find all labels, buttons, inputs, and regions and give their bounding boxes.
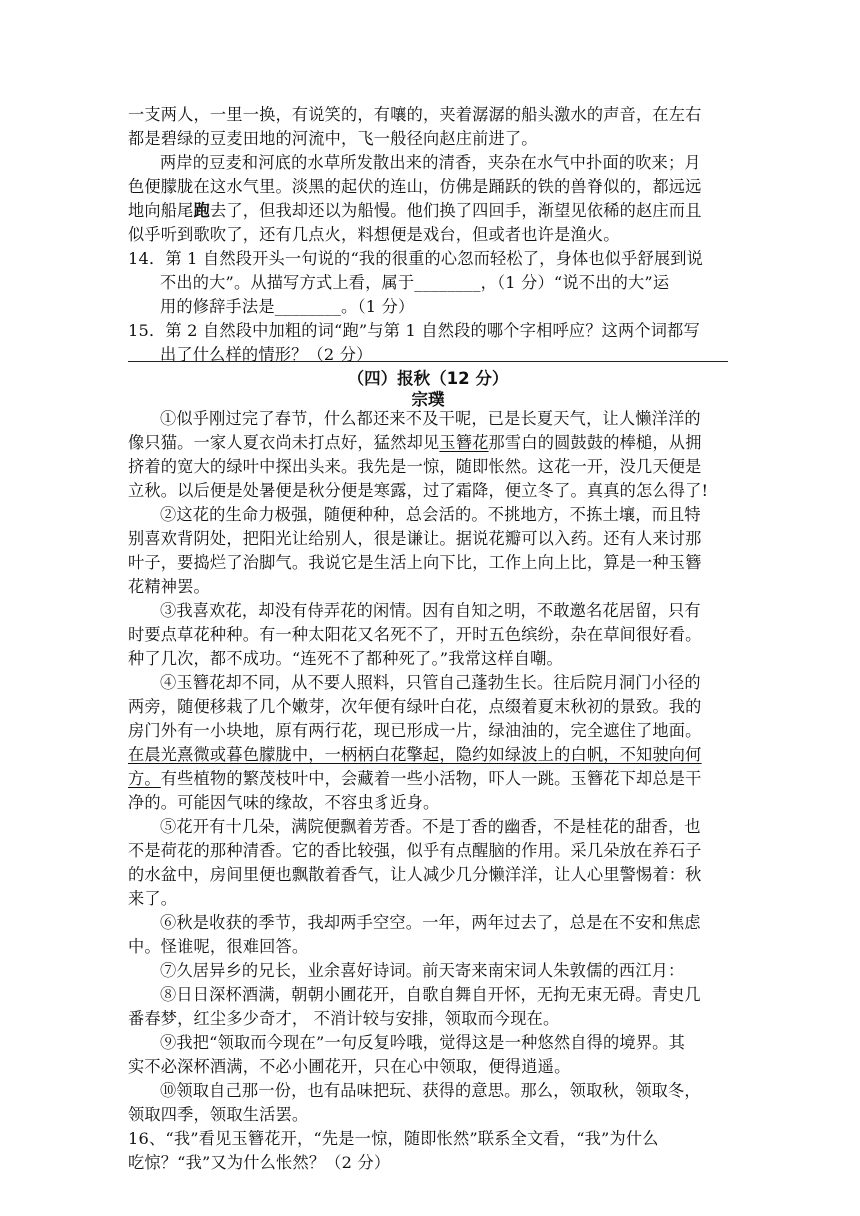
para4-line6: 净的。可能因气味的缘故，不容虫豸近身。: [128, 793, 440, 812]
question-14-line1: 14．第 1 自然段开头一句说的“我的很重的心忽而轻松了，身体也似乎舒展到说: [128, 249, 704, 268]
para5-line1: ⑤花开有十几朵，满院便飘着芳香。不是丁香的幽香，不是桂花的甜香，也: [160, 817, 701, 836]
question-14-line3: 用的修辞手法是________。（1 分）: [160, 297, 415, 316]
para10-line1: ⑩领取自己那一份，也有品味把玩、获得的意思。那么，领取秋，领取冬，: [160, 1081, 701, 1100]
passage3-p2-line2: 色便朦胧在这水气里。淡黑的起伏的连山，仿佛是踊跃的铁的兽脊似的，都远远: [128, 177, 702, 196]
para1-line2: [128, 431, 702, 455]
passage3-p2-line3: [128, 199, 702, 223]
para4-line3: 房门外有一小块地，原有两行花，现已形成一片，绿油油的，完全遮住了地面。: [128, 721, 702, 740]
para4-line5: [128, 767, 702, 791]
para6-line1: ⑥秋是收获的季节，我却两手空空。一年，两年过去了，总是在不安和焦虑: [160, 913, 701, 932]
para5-line2: 不是荷花的那种清香。它的香比较强，似乎有点醒脑的作用。采几朵放在养石子: [128, 841, 702, 860]
para8-line2: 番春梦，红尘多少奇才， 不消计较与安排，领取而今现在。: [128, 1009, 560, 1028]
para1-line3: 挤着的宽大的绿叶中探出头来。我先是一惊，随即怅然。这花一开，没几天便是: [128, 457, 702, 476]
passage3-p1-line1: 一支两人，一里一换，有说笑的，有嚷的，夹着潺潺的船头激水的声音，在左右: [128, 105, 702, 124]
passage4-author: 宗璞: [411, 390, 445, 409]
para5-line3: 的水盆中，房间里便也飘散着香气，让人减少几分懒洋洋，让人心里警惕着：秋: [128, 865, 702, 884]
bold-word-pao: 跑: [193, 201, 210, 220]
passage3-p2-line4: 似乎听到歌吹了，还有几点火，料想便是戏台，但或者也许是渔火。: [128, 225, 620, 244]
passage3-p2-line1: 两岸的豆麦和河底的水草所发散出来的清香，夹杂在水气中扑面的吹来；月: [160, 153, 701, 172]
para6-line2: 中。怪谁呢，很难回答。: [128, 937, 309, 956]
question-16-line1: 16、“我”看见玉簪花开，“先是一惊，随即怅然”联系全文看，“我”为什么: [128, 1129, 659, 1148]
para4-line1: ④玉簪花却不同，从不要人照料，只管自己蓬勃生长。往后院月洞门小径的: [160, 673, 701, 692]
passage4-heading: （四）报秋（12 分）: [347, 369, 509, 388]
para4-underlined-sentence: 在晨光熹微或暮色朦胧中，一柄柄白花擎起，隐约如绿波上的白帆，不知驶向何: [128, 745, 702, 764]
para2-line1: ②这花的生命力极强，随便种种，总会活的。不挑地方，不拣土壤，而且特: [160, 505, 701, 524]
para7-line1: ⑦久居异乡的兄长，业余喜好诗词。前天寄来南宋词人朱敦儒的西江月：: [160, 961, 685, 980]
passage3-p2-line3-a: 地向船尾: [128, 201, 194, 220]
para2-line4: 花精神罢。: [128, 577, 210, 596]
para4-line2: 两旁，随便移栽了几个嫩芽，次年便有绿叶白花，点缀着夏末秋初的景致。我的: [128, 697, 702, 716]
para4-underlined-tail: 方。: [128, 769, 161, 788]
para3-line3: 种了几次，都不成功。“连死不了都种死了。”我常这样自嘲。: [128, 649, 563, 668]
para2-line2: 别喜欢背阴处，把阳光让给别人，很是谦让。据说花瓣可以入药。还有人来讨那: [128, 529, 702, 548]
underlined-yuzanhua: 玉簪花: [439, 433, 489, 452]
para5-line4: 来了。: [128, 889, 178, 908]
para9-line2: 实不必深杯酒满，不必小圃花开，只在心中领取，便得逍遥。: [128, 1057, 571, 1076]
para2-line3: 叶子，要捣烂了治脚气。我说它是生活上向下比，工作上向上比，算是一种玉簪: [128, 553, 702, 572]
para9-line1: ⑨我把“领取而今现在”一句反复吟哦，觉得这是一种悠然自得的境界。其: [160, 1033, 685, 1052]
para1-line2-a: 像只猫。一家人夏衣尚未打点好，猛然却见: [128, 433, 440, 452]
para1-line1: ①似乎刚过完了春节，什么都还来不及干呢，已是长夏天气，让人懒洋洋的: [160, 409, 701, 428]
para1-line4: 立秋。以后便是处暑便是秋分便是寒露，过了霜降，便立冬了。真真的怎么得了!: [128, 481, 709, 500]
question-15-line1: 15．第 2 自然段中加粗的词“跑”与第 1 自然段的哪个字相呼应？这两个词都写: [128, 321, 700, 340]
passage3-p2-line3-b: 去了，但我却还以为船慢。他们换了四回手，渐望见依稀的赵庄而且: [209, 201, 702, 220]
question-16-line2: 吃惊？“我”又为什么怅然？（2 分）: [128, 1153, 391, 1172]
passage3-p1-line2: 都是碧绿的豆麦田地的河流中，飞一般径向赵庄前进了。: [128, 129, 538, 148]
question-14-line2: 不出的大”。从描写方式上看，属于________，（1 分）“说不出的大”运: [160, 273, 670, 292]
para3-line2: 时要点草花种种。有一种太阳花又名死不了，开时五色缤纷，杂在草间很好看。: [128, 625, 702, 644]
para8-line1: ⑧日日深杯酒满，朝朝小圃花开，自歌自舞自开怀，无拘无束无碍。青史几: [160, 985, 701, 1004]
para3-line1: ③我喜欢花，却没有侍弄花的闲情。因有自知之明，不敢邀名花居留，只有: [160, 601, 701, 620]
para10-line2: 领取四季，领取生活罢。: [128, 1105, 309, 1124]
question-15-line2: 出了什么样的情形？（2 分）: [160, 345, 373, 364]
para1-line2-b: 那雪白的圆鼓鼓的棒槌，从拥: [488, 433, 702, 452]
section-divider: [128, 361, 728, 362]
para4-line5-b: 有些植物的繁茂枝叶中，会藏着一些小活物，吓人一跳。玉簪花下却总是干: [160, 769, 702, 788]
